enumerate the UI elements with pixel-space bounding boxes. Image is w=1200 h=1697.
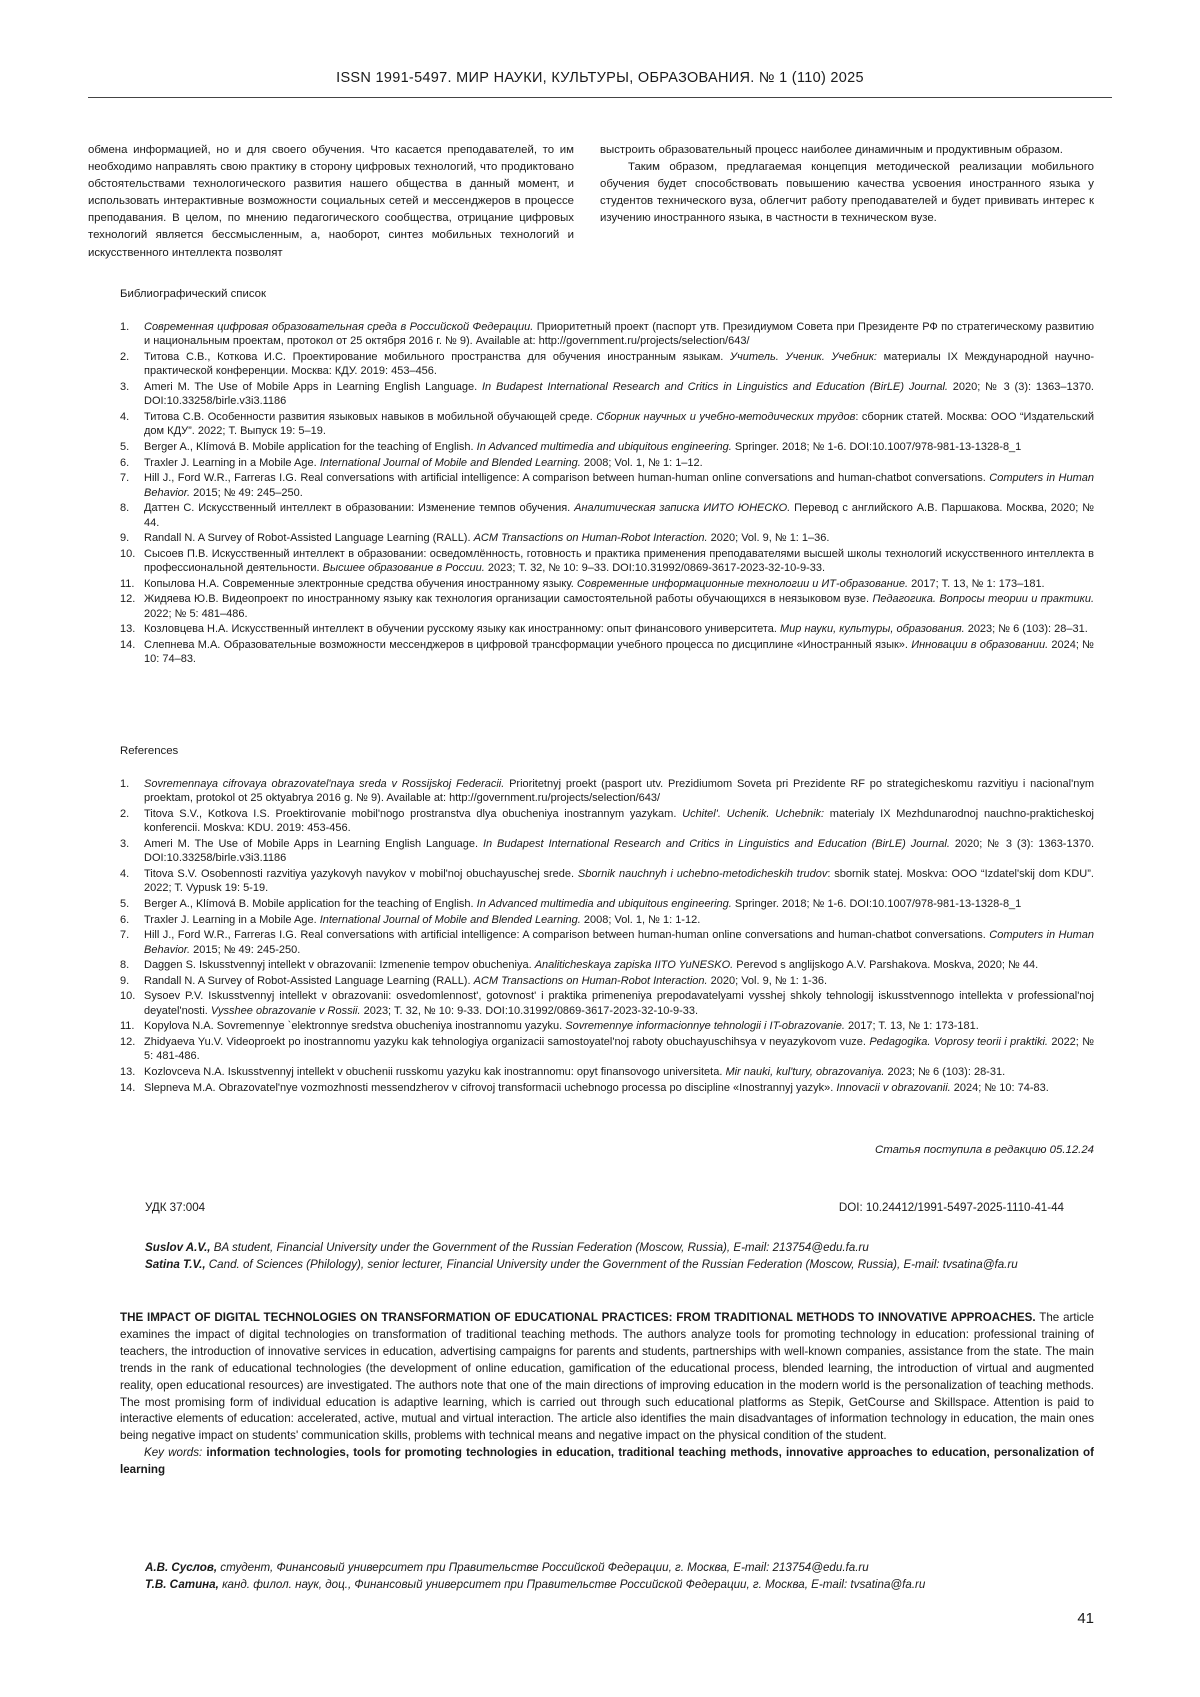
author-info: студент, Финансовый университет при Правительстве Российской Федерации, г. Москва, E-mail: 213754@edu.fa.ru: [217, 1561, 869, 1574]
reference-text: Randall N. A Survey of Robot-Assisted Language Learning (RALL).: [144, 975, 474, 987]
received-note: Статья поступила в редакцию 05.12.24: [875, 1144, 1094, 1156]
reference-number: 4.: [120, 410, 129, 424]
reference-item: [120, 974, 1094, 988]
reference-number: 3.: [120, 380, 129, 394]
reference-item: [120, 440, 1094, 454]
reference-item: [120, 867, 1094, 896]
reference-text: Berger A., Klímová B. Mobile application for the teaching of English.: [144, 898, 477, 910]
reference-item: [120, 1065, 1094, 1079]
reference-number: 13.: [120, 1065, 135, 1079]
reference-source: Uchitel'. Uchenik. Uchebnik:: [682, 808, 824, 820]
reference-number: 9.: [120, 531, 129, 545]
body-paragraph: обмена информацией, но и для своего обучения. Что касается преподавателей, то им необходимо направлять свою практику в сторону цифровых технологий, что продиктовано обстоятельствами технологического развития нашего общества в данный момент, и использовать интерактивные возможности социальных сетей и мессенджеров в процессе преподавания. В целом, по мнению педагогического сообщества, отрицание цифровых технологий является бессмысленным, а, наоборот, синтез мобильных технологий и искусственного интеллекта позволят: [88, 142, 574, 262]
author-name: А.В. Суслов,: [145, 1561, 217, 1574]
reference-number: 4.: [120, 867, 129, 881]
reference-number: 12.: [120, 592, 135, 606]
reference-text: Daggen S. Iskusstvennyj intellekt v obrazovanii: Izmenenie tempov obucheniya.: [144, 959, 535, 971]
reference-item: [120, 928, 1094, 957]
reference-number: 9.: [120, 974, 129, 988]
article-title: THE IMPACT OF DIGITAL TECHNOLOGIES ON TRANSFORMATION OF EDUCATIONAL PRACTICES: FROM TRADITIONAL METHODS TO INNOVATIVE APPROACHES.: [120, 1311, 1036, 1324]
reference-details: 2015; № 49: 245-250.: [190, 944, 300, 956]
reference-text: Berger A., Klímová B. Mobile application for the teaching of English.: [144, 441, 477, 453]
reference-source: Computers in Human Behavior.: [144, 929, 1094, 955]
reference-number: 10.: [120, 989, 135, 1003]
reference-number: 14.: [120, 638, 135, 652]
reference-details: 2023; № 6 (103): 28–31.: [965, 623, 1088, 635]
author-info: BA student, Financial University under the Government of the Russian Federation (Moscow, Russia), E-mail: 213754@edu.fa.ru: [211, 1241, 869, 1254]
abstract-paragraph: [120, 1310, 1094, 1445]
abstract-text: The article examines the impact of digital technologies on transformation of traditional teaching methods. The authors analyze tools for promoting technology in education: professional training of teachers, the introduction of innovative services in education, advertising campaigns for parents and students, partnerships with well-known companies, assistance from the state. The main trends in the rank of educational technologies (the development of online education, gamification of the educational process, blended learning, the introduction of virtual and augmented reality, open educational resources) are investigated. The authors note that one of the main directions of improving education in the modern world is the personalization of teaching methods. The most promising form of individual education is adaptive learning, which is carried out through such educational platforms as Stepik, GetCourse and Skillspace. Attention is paid to interactive elements of education: accelerated, active, mutual and virtual interaction. The article also identifies the main disadvantages of information technology in education, the main ones being negative impact on students' communication skills, problems with technical means and negative impact on the physical condition of the student.: [120, 1311, 1094, 1442]
reference-text: Козловцева Н.А. Искусственный интеллект в обучении русскому языку как иностранному: опыт финансового университета.: [144, 623, 780, 635]
reference-item: [120, 471, 1094, 500]
reference-details: 2020; Vol. 9, № 1: 1-36.: [708, 975, 827, 987]
reference-text: Копылова Н.А. Современные электронные средства обучения иностранному языку.: [144, 578, 577, 590]
reference-item: [120, 320, 1094, 349]
abstract: [120, 1310, 1094, 1479]
reference-source: Мир науки, культуры, образования.: [780, 623, 965, 635]
reference-details: 2024; № 10: 74-83.: [951, 1082, 1049, 1094]
reference-details: : sbornik statej. Moskva: OOO “Izdatel'skij dom KDU”. 2022; T. Vypusk 19: 5-19.: [144, 868, 1094, 894]
journal-page: [0, 0, 1200, 1697]
reference-source: In Budapest International Research and Critics in Linguistics and Education (BirLE) Journal.: [482, 381, 948, 393]
reference-details: Springer. 2018; № 1-6. DOI:10.1007/978-981-13-1328-8_1: [732, 441, 1021, 453]
reference-details: 2008; Vol. 1, № 1: 1–12.: [581, 457, 703, 469]
reference-details: 2023; T. 32, № 10: 9-33. DOI:10.31992/0869-3617-2023-32-10-9-33.: [361, 1005, 699, 1017]
body-column-left: [88, 142, 574, 262]
reference-item: [120, 350, 1094, 379]
reference-details: 2022; № 5: 481–486.: [144, 608, 248, 620]
references-heading: References: [120, 745, 178, 757]
reference-details: 2020; Vol. 9, № 1: 1–36.: [708, 532, 830, 544]
reference-number: 12.: [120, 1035, 135, 1049]
reference-number: 1.: [120, 320, 129, 334]
conclusion-paragraph: Таким образом, предлагаемая концепция методической реализации мобильного обучения будет способствовать повышению качества усвоения иностранного языка у студентов технического вуза, облегчит работу преподавателей и будет прививать интерес к изучению иностранного языка, в частности в техническом вузе.: [600, 159, 1094, 227]
reference-item: [120, 897, 1094, 911]
reference-text: Slepneva M.A. Obrazovatel'nye vozmozhnosti messendzherov v cifrovoj transformacii uchebnogo processa po discipline «Inostrannyj yazyk».: [144, 1082, 836, 1094]
reference-source: In Advanced multimedia and ubiquitous engineering.: [477, 898, 732, 910]
author-entry: [145, 1239, 1085, 1256]
reference-item: [120, 913, 1094, 927]
reference-source: Mir nauki, kul'tury, obrazovaniya.: [725, 1066, 884, 1078]
reference-number: 7.: [120, 928, 129, 942]
reference-source: Высшее образование в России.: [323, 562, 485, 574]
reference-details: Перевод с английского А.В. Паршакова. Москва, 2020; № 44.: [144, 502, 1094, 528]
author-entry: [145, 1559, 1085, 1576]
authors-ru: [145, 1559, 1085, 1593]
reference-details: 2017; Т. 13, № 1: 173–181.: [908, 578, 1045, 590]
author-info: Cand. of Sciences (Philology), senior lecturer, Financial University under the Government of the Russian Federation (Moscow, Russia), E-mail: tvsatina@fa.ru: [206, 1258, 1018, 1271]
reference-number: 3.: [120, 837, 129, 851]
reference-details: 2023; № 6 (103): 28-31.: [884, 1066, 1005, 1078]
reference-item: [120, 1035, 1094, 1064]
reference-text: Randall N. A Survey of Robot-Assisted Language Learning (RALL).: [144, 532, 474, 544]
reference-number: 13.: [120, 622, 135, 636]
reference-text: Kozlovceva N.A. Iskusstvennyj intellekt v obuchenii russkomu yazyku kak inostrannomu: opyt finansovogo universiteta.: [144, 1066, 725, 1078]
reference-text: Sysoev P.V. Iskusstvennyj intellekt v obrazovanii: osvedomlennost', gotovnost' i praktika primeneniya prepodavatelyami vysshej shkoly tehnologij iskusstvennogo intellekta v professional'noj deyatel'nosti.: [144, 990, 1094, 1016]
reference-details: 2023; Т. 32, № 10: 9–33. DOI:10.31992/0869-3617-2023-32-10-9-33.: [485, 562, 825, 574]
reference-text: Titova S.V. Osobennosti razvitiya yazykovyh navykov v mobil'noj obuchayuschej srede.: [144, 868, 578, 880]
reference-source: ACM Transactions on Human-Robot Interaction.: [474, 975, 708, 987]
reference-source: International Journal of Mobile and Blended Learning.: [320, 457, 581, 469]
reference-text: Ameri M. The Use of Mobile Apps in Learning English Language.: [144, 381, 482, 393]
reference-item: [120, 837, 1094, 866]
reference-item: [120, 380, 1094, 409]
reference-details: материалы IX Международной научно-практической конференции. Москва: КДУ. 2019: 453–456.: [144, 351, 1094, 377]
reference-source: Учитель. Ученик. Учебник:: [730, 351, 877, 363]
reference-details: Prioritetnyj proekt (pasport utv. Prezidiumom Soveta pri Prezidente RF po strategicheskomu razvitiyu i nacional'nym proektam, protokol ot 25 oktyabrya 2016 g. № 9). Available at: http://government.ru/projects/selection/643/: [144, 778, 1094, 804]
reference-number: 1.: [120, 777, 129, 791]
reference-source: In Budapest International Research and Critics in Linguistics and Education (BirLE) Journal.: [483, 838, 950, 850]
header-rule: [88, 97, 1112, 98]
reference-item: [120, 531, 1094, 545]
reference-number: 11.: [120, 1019, 134, 1033]
reference-text: Hill J., Ford W.R., Farreras I.G. Real conversations with artificial intelligence: A comparison between human-human online conversations and human-chatbot conversations.: [144, 472, 989, 484]
reference-source: Analiticheskaya zapiska IITO YuNESKO.: [535, 959, 734, 971]
reference-source: Инновации в образовании.: [911, 639, 1048, 651]
reference-item: [120, 501, 1094, 530]
reference-text: Kopylova N.A. Sovremennye `elektronnye sredstva obucheniya inostrannomu yazyku.: [144, 1020, 565, 1032]
reference-source: Аналитическая записка ИИТО ЮНЕСКО.: [574, 502, 790, 514]
keywords: [120, 1445, 1094, 1479]
keywords-label: Key words:: [144, 1446, 202, 1459]
reference-item: [120, 410, 1094, 439]
reference-source: Sovremennaya cifrovaya obrazovatel'naya sreda v Rossijskoj Federacii.: [144, 778, 504, 790]
author-name: Т.В. Сатина,: [145, 1578, 219, 1591]
reference-item: [120, 592, 1094, 621]
reference-source: Современные информационные технологии и ИТ-образование.: [577, 578, 908, 590]
reference-item: [120, 1019, 1094, 1033]
reference-item: [120, 777, 1094, 806]
keywords-list: information technologies, tools for promoting technologies in education, traditional teaching methods, innovative approaches to education, personalization of learning: [120, 1446, 1094, 1476]
reference-text: Hill J., Ford W.R., Farreras I.G. Real conversations with artificial intelligence: A comparison between human-human online conversations and human-chatbot conversations.: [144, 929, 989, 941]
reference-text: Traxler J. Learning in a Mobile Age.: [144, 457, 320, 469]
reference-number: 6.: [120, 913, 129, 927]
body-paragraph: выстроить образовательный процесс наиболее динамичным и продуктивным образом.: [600, 142, 1094, 159]
reference-number: 2.: [120, 807, 129, 821]
reference-source: Современная цифровая образовательная среда в Российской Федерации.: [144, 321, 533, 333]
reference-details: : сборник статей. Москва: ООО “Издательский дом КДУ”. 2022; Т. Выпуск 19: 5–19.: [144, 411, 1094, 437]
reference-details: 2020; № 3 (3): 1363–1370. DOI:10.33258/birle.v3i3.1186: [144, 381, 1094, 407]
reference-number: 5.: [120, 440, 129, 454]
reference-text: Титова С.В. Особенности развития языковых навыков в мобильной обучающей среде.: [144, 411, 596, 423]
reference-number: 10.: [120, 547, 135, 561]
reference-text: Сысоев П.В. Искусственный интеллект в образовании: осведомлённость, готовность и практика применения преподавателями высшей школы технологий искусственного интеллекта в профессиональной деятельности.: [144, 548, 1094, 574]
reference-source: ACM Transactions on Human-Robot Interaction.: [474, 532, 708, 544]
author-info: канд. филол. наук, доц., Финансовый университет при Правительстве Российской Федерации, г. Москва, E-mail: tvsatina@fa.ru: [219, 1578, 926, 1591]
reference-details: 2022; № 5: 481-486.: [144, 1036, 1094, 1062]
reference-number: 7.: [120, 471, 129, 485]
reference-text: Слепнева М.А. Образовательные возможности мессенджеров в цифровой трансформации учебного процесса по дисциплине «Иностранный язык».: [144, 639, 911, 651]
author-name: Suslov A.V.,: [145, 1241, 211, 1254]
reference-text: Ameri M. The Use of Mobile Apps in Learning English Language.: [144, 838, 483, 850]
reference-item: [120, 547, 1094, 576]
reference-item: [120, 989, 1094, 1018]
reference-source: International Journal of Mobile and Blended Learning.: [320, 914, 581, 926]
reference-number: 8.: [120, 501, 129, 515]
reference-number: 6.: [120, 456, 129, 470]
reference-item: [120, 958, 1094, 972]
reference-text: Даттен С. Искусственный интеллект в образовании: Изменение темпов обучения.: [144, 502, 574, 514]
reference-source: Pedagogika. Voprosy teorii i praktiki.: [869, 1036, 1048, 1048]
reference-item: [120, 1081, 1094, 1095]
reference-details: 2020; № 3 (3): 1363-1370. DOI:10.33258/birle.v3i3.1186: [144, 838, 1094, 864]
bibliography-heading: Библиографический список: [120, 288, 266, 300]
reference-details: 2008; Vol. 1, № 1: 1-12.: [581, 914, 700, 926]
reference-item: [120, 638, 1094, 667]
reference-source: Педагогика. Вопросы теории и практики.: [872, 593, 1094, 605]
reference-item: [120, 456, 1094, 470]
page-number: 41: [1077, 1610, 1094, 1627]
reference-item: [120, 622, 1094, 636]
reference-text: Жидяева Ю.В. Видеопроект по иностранному языку как технология организации самостоятельной работы обучающихся в неязыковом вузе.: [144, 593, 872, 605]
bibliography-list: [120, 320, 1094, 668]
reference-number: 14.: [120, 1081, 135, 1095]
reference-source: Innovacii v obrazovanii.: [836, 1082, 950, 1094]
reference-number: 11.: [120, 577, 134, 591]
reference-number: 2.: [120, 350, 129, 364]
reference-text: Титова С.В., Коткова И.С. Проектирование мобильного пространства для обучения иностранным языкам.: [144, 351, 730, 363]
reference-source: Vysshee obrazovanie v Rossii.: [211, 1005, 361, 1017]
reference-details: Springer. 2018; № 1-6. DOI:10.1007/978-981-13-1328-8_1: [732, 898, 1021, 910]
reference-details: materialy IX Mezhdunarodnoj nauchno-prakticheskoj konferencii. Moskva: KDU. 2019: 453-456.: [144, 808, 1094, 834]
reference-source: Sovremennye informacionnye tehnologii i IT-obrazovanie.: [565, 1020, 845, 1032]
reference-source: In Advanced multimedia and ubiquitous engineering.: [477, 441, 732, 453]
reference-details: Приоритетный проект (паспорт утв. Президиумом Совета при Президенте РФ по стратегическому развитию и национальным проектам, протокол от 25 октября 2016 г. № 9). Available at: http://government.ru/projects/selection/643/: [144, 321, 1094, 347]
reference-source: Computers in Human Behavior.: [144, 472, 1094, 498]
reference-text: Titova S.V., Kotkova I.S. Proektirovanie mobil'nogo prostranstva dlya obucheniya inostrannym yazykam.: [144, 808, 682, 820]
reference-details: 2024; № 10: 74–83.: [144, 639, 1094, 665]
reference-item: [120, 807, 1094, 836]
author-name: Satina T.V.,: [145, 1258, 206, 1271]
reference-details: Perevod s anglijskogo A.V. Parshakova. Moskva, 2020; № 44.: [733, 959, 1038, 971]
reference-number: 8.: [120, 958, 129, 972]
references-list: [120, 777, 1094, 1096]
reference-source: Сборник научных и учебно-методических трудов: [596, 411, 855, 423]
reference-details: 2015; № 49: 245–250.: [190, 487, 303, 499]
udk-code: УДК 37:004: [145, 1201, 205, 1214]
running-header: ISSN 1991-5497. МИР НАУКИ, КУЛЬТУРЫ, ОБРАЗОВАНИЯ. № 1 (110) 2025: [88, 70, 1112, 86]
authors-en: [145, 1239, 1085, 1273]
reference-details: 2017; T. 13, № 1: 173-181.: [845, 1020, 979, 1032]
reference-item: [120, 577, 1094, 591]
author-entry: [145, 1256, 1085, 1273]
author-entry: [145, 1576, 1085, 1593]
body-column-right: [600, 142, 1094, 227]
reference-source: Sbornik nauchnyh i uchebno-metodicheskih trudov: [578, 868, 827, 880]
reference-text: Traxler J. Learning in a Mobile Age.: [144, 914, 320, 926]
doi: DOI: 10.24412/1991-5497-2025-1110-41-44: [839, 1201, 1064, 1214]
reference-text: Zhidyaeva Yu.V. Videoproekt po inostrannomu yazyku kak tehnologiya organizacii samostoyatel'noj raboty obuchayuschihsya v neyazykovom vuze.: [144, 1036, 869, 1048]
reference-number: 5.: [120, 897, 129, 911]
